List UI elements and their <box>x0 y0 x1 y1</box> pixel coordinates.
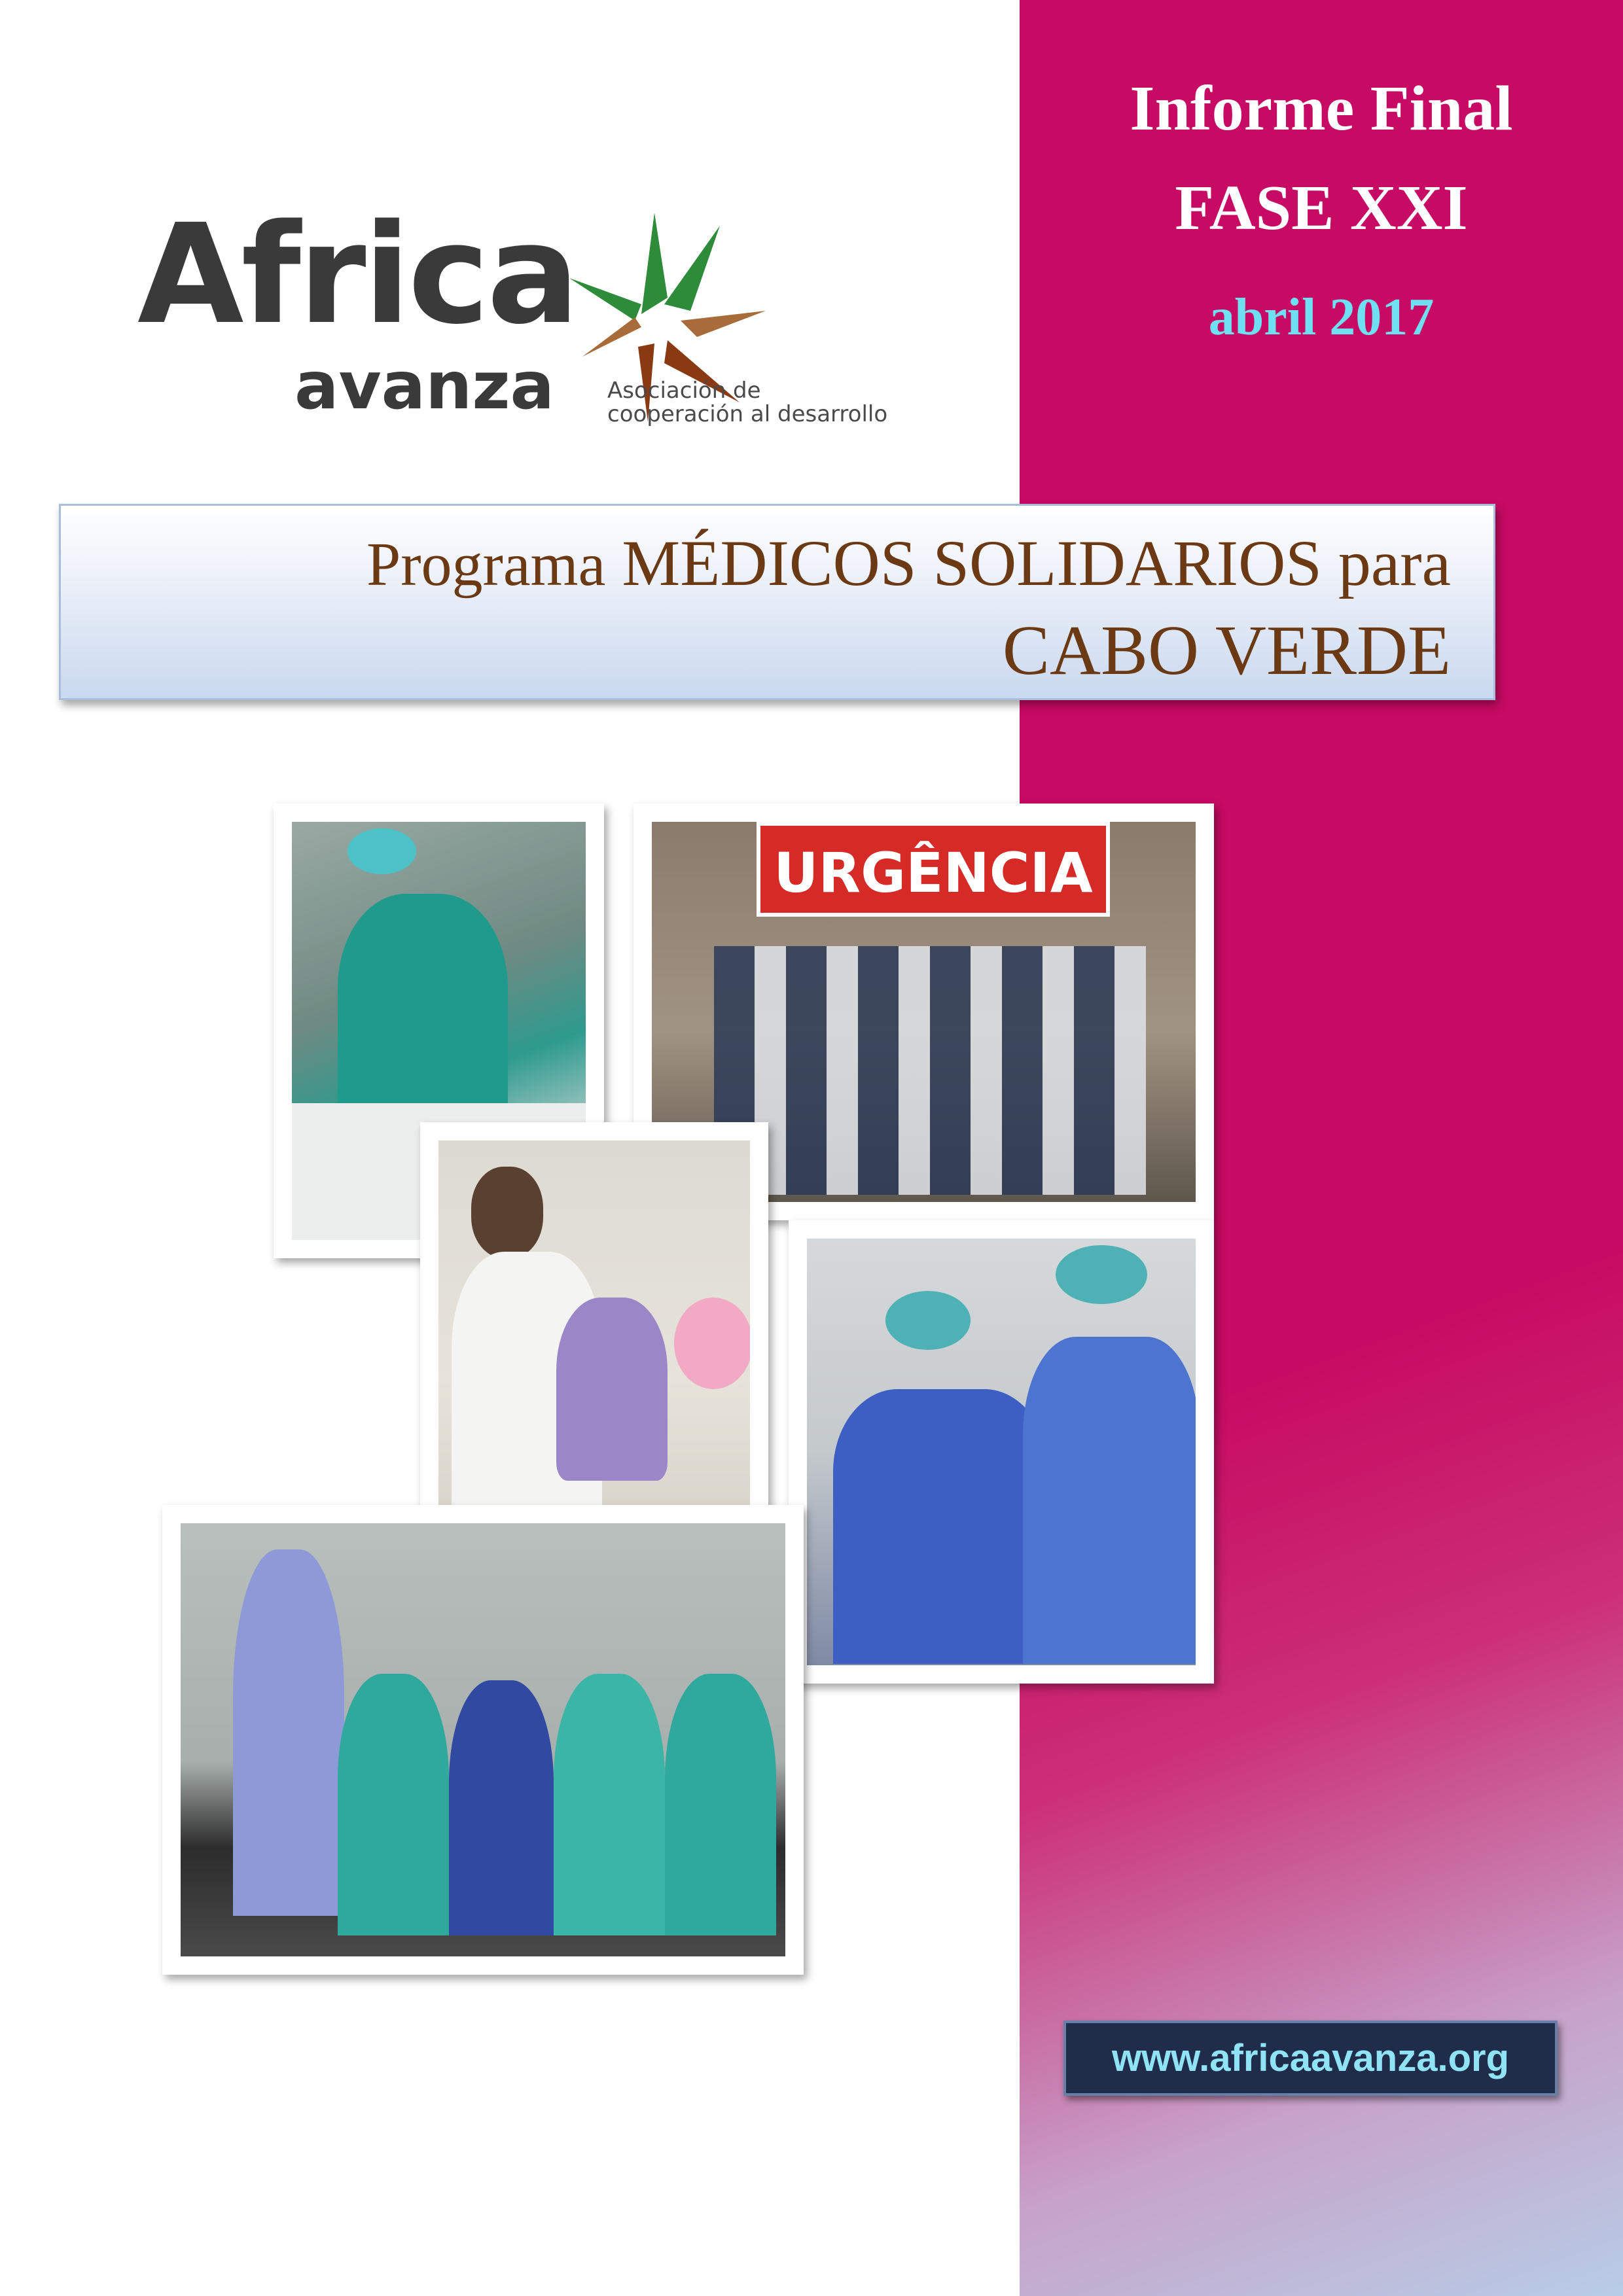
africa-avanza-logo <box>137 194 890 429</box>
logo-wordmark: Africa <box>137 194 577 355</box>
program-name: MÉDICOS SOLIDARIOS para <box>622 527 1451 599</box>
logo-tagline <box>607 380 887 426</box>
logo-subword: avanza <box>294 347 555 424</box>
photo-medical-team-sofa <box>162 1505 804 1975</box>
photo-surgery-team <box>789 1220 1214 1684</box>
program-title-box <box>59 504 1495 700</box>
program-title-line1 <box>366 525 1451 601</box>
website-link[interactable]: www.africaavanza.org <box>1063 2021 1558 2096</box>
logo-tagline-line2: cooperación al desarrollo <box>607 400 888 427</box>
report-phase: FASE XXI <box>1175 173 1468 243</box>
program-prefix: Programa <box>366 531 606 599</box>
report-title: Informe Final <box>1130 73 1513 144</box>
logo-tagline-line1: Asociación de <box>607 378 761 404</box>
report-date: abril 2017 <box>1208 289 1435 346</box>
program-title-line2: CABO VERDE <box>1002 612 1451 690</box>
urgencia-sign: URGÊNCIA <box>757 822 1110 917</box>
